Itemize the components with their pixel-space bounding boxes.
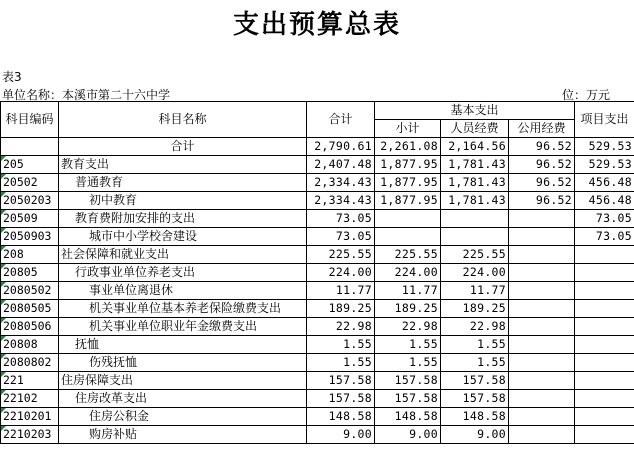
row-personnel: 11.77 [441,282,509,300]
row-subtotal: 1.55 [375,336,441,354]
row-project: 73.05 [575,210,634,228]
row-total: 1.55 [307,336,375,354]
row-name: 初中教育 [59,192,307,210]
row-name: 城市中小学校舍建设 [59,228,307,246]
header-basic: 基本支出 [375,102,575,120]
table-row [1,210,634,228]
row-personnel [441,210,509,228]
row-project: 529.53 [575,156,634,174]
row-code: 2050203 [1,192,59,210]
row-public [509,282,575,300]
row-subtotal: 1,877.95 [375,192,441,210]
row-project: 456.48 [575,174,634,192]
row-subtotal: 224.00 [375,264,441,282]
row-project [575,426,634,444]
row-public [509,318,575,336]
row-subtotal: 189.25 [375,300,441,318]
row-name: 教育支出 [59,156,307,174]
row-public [509,354,575,372]
row-subtotal: 225.55 [375,246,441,264]
row-personnel: 1.55 [441,336,509,354]
header-code: 科目编码 [1,102,59,138]
row-personnel: 1,781.43 [441,174,509,192]
row-name: 事业单位离退休 [59,282,307,300]
row-public [509,210,575,228]
row-subtotal: 9.00 [375,426,441,444]
row-name: 购房补贴 [59,426,307,444]
table-row [1,354,634,372]
row-subtotal: 22.98 [375,318,441,336]
unit-label: 位：万元 [562,88,611,102]
row-personnel: 224.00 [441,264,509,282]
row-total: 11.77 [307,282,375,300]
row-code: 20808 [1,336,59,354]
table-row [1,246,634,264]
header-total: 合计 [307,102,375,138]
row-public [509,426,575,444]
row-project [575,408,634,426]
row-personnel: 1,781.43 [441,192,509,210]
row-project: 73.05 [575,228,634,246]
table-row [1,264,634,282]
table-row [1,282,634,300]
row-code: 2050903 [1,228,59,246]
row-name: 普通教育 [59,174,307,192]
row-project [575,372,634,390]
row-project: 456.48 [575,192,634,210]
row-code: 221 [1,372,59,390]
row-name: 抚恤 [59,336,307,354]
row-name: 社会保障和就业支出 [59,246,307,264]
row-project [575,282,634,300]
row-project [575,390,634,408]
row-subtotal: 11.77 [375,282,441,300]
header-personnel: 人员经费 [441,120,509,138]
row-total: 2,790.61 [307,138,375,156]
row-public: 96.52 [509,156,575,174]
row-total: 157.58 [307,390,375,408]
row-name: 机关事业单位职业年金缴费支出 [59,318,307,336]
row-public: 96.52 [509,174,575,192]
row-total: 22.98 [307,318,375,336]
row-total: 189.25 [307,300,375,318]
row-personnel: 225.55 [441,246,509,264]
row-subtotal: 2,261.08 [375,138,441,156]
row-project [575,264,634,282]
row-name: 住房保障支出 [59,372,307,390]
row-name: 住房改革支出 [59,390,307,408]
table-number: 表3 [2,70,22,84]
row-public [509,228,575,246]
unit-name: 单位名称：本溪市第二十六中学 [2,88,171,102]
row-project [575,336,634,354]
row-personnel: 9.00 [441,426,509,444]
table-row [1,138,634,156]
row-personnel: 148.58 [441,408,509,426]
row-total: 2,334.43 [307,174,375,192]
table-row [1,156,634,174]
page-title: 支出预算总表 [232,10,401,40]
row-code: 205 [1,156,59,174]
row-personnel: 157.58 [441,390,509,408]
table-row [1,336,634,354]
row-public [509,372,575,390]
row-public [509,264,575,282]
row-project [575,246,634,264]
row-project [575,354,634,372]
row-total: 73.05 [307,210,375,228]
row-code: 22102 [1,390,59,408]
row-subtotal: 157.58 [375,390,441,408]
table-row [1,192,634,210]
row-personnel [441,228,509,246]
row-personnel: 22.98 [441,318,509,336]
table-row [1,318,634,336]
row-personnel: 157.58 [441,372,509,390]
row-public [509,300,575,318]
table-body [1,138,634,444]
table-row [1,390,634,408]
row-public [509,390,575,408]
row-personnel: 1,781.43 [441,156,509,174]
row-total: 224.00 [307,264,375,282]
table-row [1,228,634,246]
row-personnel: 2,164.56 [441,138,509,156]
row-project [575,318,634,336]
row-code: 20502 [1,174,59,192]
row-total: 1.55 [307,354,375,372]
row-code: 2210203 [1,426,59,444]
budget-table [0,101,634,444]
table-row [1,300,634,318]
table-row [1,372,634,390]
row-total: 225.55 [307,246,375,264]
row-code: 2080505 [1,300,59,318]
row-public: 96.52 [509,192,575,210]
row-total: 2,407.48 [307,156,375,174]
row-code: 2210201 [1,408,59,426]
row-public [509,408,575,426]
row-subtotal [375,210,441,228]
row-public [509,246,575,264]
row-name: 伤残抚恤 [59,354,307,372]
row-name: 行政事业单位养老支出 [59,264,307,282]
row-subtotal [375,228,441,246]
header-project: 项目支出 [575,102,634,138]
header-public: 公用经费 [509,120,575,138]
header-subtotal: 小计 [375,120,441,138]
row-name: 教育费附加安排的支出 [59,210,307,228]
row-public [509,336,575,354]
row-total: 148.58 [307,408,375,426]
row-name: 合计 [59,138,307,156]
row-total: 73.05 [307,228,375,246]
row-subtotal: 1,877.95 [375,174,441,192]
row-personnel: 1.55 [441,354,509,372]
row-project: 529.53 [575,138,634,156]
row-personnel: 189.25 [441,300,509,318]
table-row [1,408,634,426]
row-name: 机关事业单位基本养老保险缴费支出 [59,300,307,318]
row-total: 9.00 [307,426,375,444]
row-code: 2080506 [1,318,59,336]
header-name: 科目名称 [59,102,307,138]
row-total: 157.58 [307,372,375,390]
row-subtotal: 157.58 [375,372,441,390]
row-code: 20509 [1,210,59,228]
row-code: 2080502 [1,282,59,300]
row-code: 2080802 [1,354,59,372]
table-row [1,174,634,192]
row-project [575,300,634,318]
row-subtotal: 1.55 [375,354,441,372]
row-name: 住房公积金 [59,408,307,426]
row-public: 96.52 [509,138,575,156]
row-code: 208 [1,246,59,264]
table-row [1,426,634,444]
row-code: 20805 [1,264,59,282]
row-subtotal: 1,877.95 [375,156,441,174]
row-subtotal: 148.58 [375,408,441,426]
row-code [1,138,59,156]
row-total: 2,334.43 [307,192,375,210]
